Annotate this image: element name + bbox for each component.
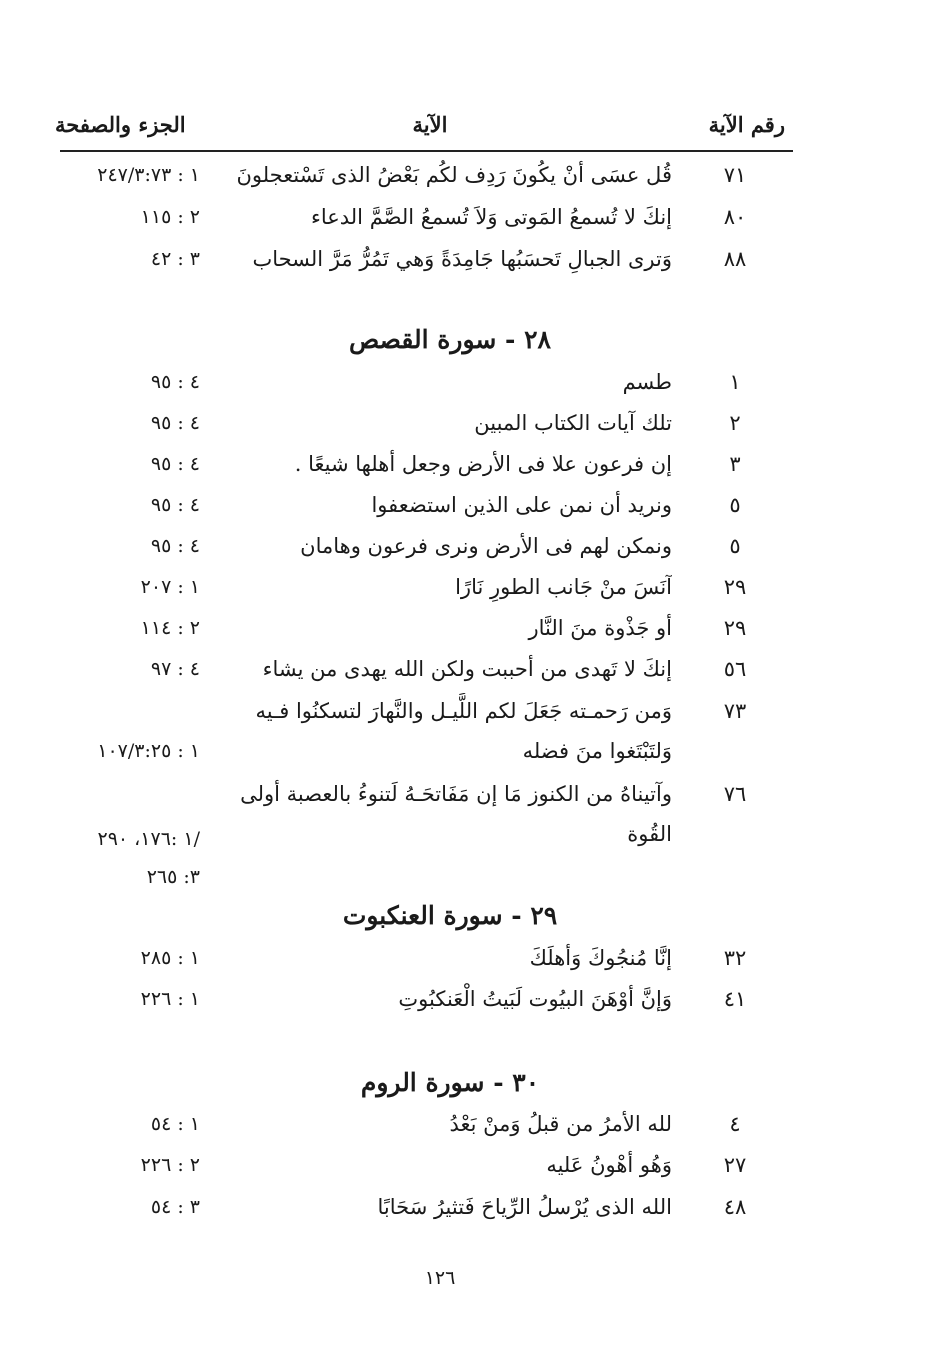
ayah-number: ٢٧: [723, 1153, 747, 1177]
ayah-number: ٢٩: [723, 616, 747, 640]
ayah-text: قُل عسَى أنْ يكُونَ رَدِف لكُم بَعْضُ الذى تَسْتعجلونَ: [236, 163, 672, 187]
header-part-page: الجزء والصفحة: [55, 112, 186, 137]
ayah-text: وَإنَّ أوْهَنَ البيُوت لَبَيتُ الْعَنكبُوتِ: [398, 987, 672, 1011]
ayah-number: ٨٨: [723, 247, 747, 271]
part-page-ref: ٤ : ٩٥: [150, 494, 200, 516]
ayah-number: ٤: [729, 1112, 741, 1136]
part-page-ref: ٣ : ٤٢: [150, 248, 200, 270]
ayah-number: ٤١: [723, 987, 747, 1011]
ayah-text: إنكَ لا تُسمعُ المَوتى وَلاَ تُسمعُ الصَّمَّ الدعاء: [310, 205, 672, 229]
ayah-text: الله الذى يُرْسلُ الرِّياحَ فَتثيرُ سَحَابًا: [377, 1195, 672, 1219]
ayah-text: وَهُو أهْونُ عَليه: [546, 1153, 672, 1177]
ayah-number: ١: [729, 370, 741, 394]
part-page-ref: ١ : ١٠٧/٣:٢٥: [97, 740, 200, 762]
ayah-text-continued: وَلتَبْتَغوا منَ فضله: [522, 739, 672, 763]
part-page-ref: ١ : ٢٢٦: [140, 988, 200, 1010]
ayah-text: تلك آيات الكتاب المبين: [474, 411, 672, 435]
table-row: [0, 1106, 927, 1142]
table-row: [0, 610, 927, 646]
header-ayah: الآية: [412, 112, 448, 137]
ayah-text: وَترى الجبالِ تَحسَبُها جَامِدَةً وَهي تَمُرُّ مَرَّ السحاب: [252, 247, 672, 271]
ayah-text: إن فرعون علا فى الأرض وجعل أهلها شيعًا .: [294, 452, 672, 476]
ayah-number: ٧١: [723, 163, 747, 187]
ayah-text: وآتيناهُ من الكنوز مَا إن مَفَاتحَـهُ لَتنوءُ بالعصبة أولى: [240, 782, 672, 806]
ayah-text-continued: القُوة: [627, 822, 672, 846]
part-page-ref: ١ : ٢٤٧/٣:٧٣: [97, 164, 200, 186]
surah-heading: ٣٠ - سورة الروم: [360, 1068, 540, 1097]
part-page-ref: ٢ : ٢٢٦: [140, 1154, 200, 1176]
part-page-ref: ١ : ٢٨٥: [140, 947, 200, 969]
ayah-number: ٧٣: [723, 699, 747, 723]
ayah-text: إنكَ لا تَهدى من أحببت ولكن الله يهدى من يشاء: [262, 657, 672, 681]
table-row: [0, 446, 927, 482]
header-ayah-number: رقم الآية: [708, 112, 785, 137]
ayah-text: أو جَذْوة منَ النَّار: [528, 616, 672, 640]
part-page-ref: ٢ : ١١٤: [140, 617, 200, 639]
table-row: [0, 981, 927, 1017]
part-page-ref: ٤ : ٩٧: [150, 658, 200, 680]
ayah-number: ٥٦: [723, 657, 747, 681]
part-page-ref: ٤ : ٩٥: [150, 535, 200, 557]
part-page-ref: ١ : ٥٤: [150, 1113, 200, 1135]
table-row: [0, 157, 927, 193]
ayah-number: ٨٠: [723, 205, 747, 229]
ayah-text: إنَّا مُنجُوكَ وَأهلَكَ: [529, 946, 672, 970]
table-row: [0, 776, 927, 812]
table-row: [0, 1147, 927, 1183]
ayah-text: ونمكن لهم فى الأرض ونرى فرعون وهامان: [300, 534, 672, 558]
ayah-number: ٢٩: [723, 575, 747, 599]
ayah-number: ٥: [729, 534, 741, 558]
ayah-text: لله الأمرُ من قبلُ وَمنْ بَعْدُ: [449, 1112, 672, 1136]
part-page-ref: ٤ : ٩٥: [150, 371, 200, 393]
ayah-number: ٤٨: [723, 1195, 747, 1219]
table-row: [0, 528, 927, 564]
table-row: [0, 364, 927, 400]
table-row: [0, 569, 927, 605]
table-row: [0, 1189, 927, 1225]
ayah-text: آنَسَ منْ جَانب الطورِ نَارًا: [455, 575, 672, 599]
surah-heading: ٢٨ - سورة القصص: [349, 325, 551, 354]
part-page-ref: ١ : ٢٠٧: [140, 576, 200, 598]
ayah-text: وَمن رَحمـته جَعَلَ لكم اللَّيـل والنَّهارَ لتسكنُوا فـيه: [255, 699, 672, 723]
part-page-ref-continued: ٣: ٢٦٥: [146, 866, 200, 888]
ayah-number: ٣: [729, 452, 741, 476]
part-page-ref: ٤ : ٩٥: [150, 453, 200, 475]
ayah-number: ٢: [729, 411, 741, 435]
table-row: [0, 241, 927, 277]
page-number: ١٢٦: [424, 1267, 456, 1289]
table-row: [0, 405, 927, 441]
ayah-text: ونريد أن نمن على الذين استضعفوا: [371, 493, 672, 517]
table-row: [0, 940, 927, 976]
table-row: [0, 199, 927, 235]
ayah-number: ٥: [729, 493, 741, 517]
part-page-ref: ٢ : ١١٥: [140, 206, 200, 228]
part-page-ref: ١ :١٧٦، ٢٩٠/: [97, 828, 200, 850]
part-page-ref: ٤ : ٩٥: [150, 412, 200, 434]
table-row: [0, 487, 927, 523]
ayah-number: ٧٦: [723, 782, 747, 806]
surah-heading: ٢٩ - سورة العنكبوت: [342, 901, 558, 930]
header-rule: [60, 150, 793, 152]
ayah-number: ٣٢: [723, 946, 747, 970]
part-page-ref: ٣ : ٥٤: [150, 1196, 200, 1218]
ayah-text: طسم: [622, 370, 672, 394]
table-row: [0, 651, 927, 687]
table-row: [0, 693, 927, 729]
